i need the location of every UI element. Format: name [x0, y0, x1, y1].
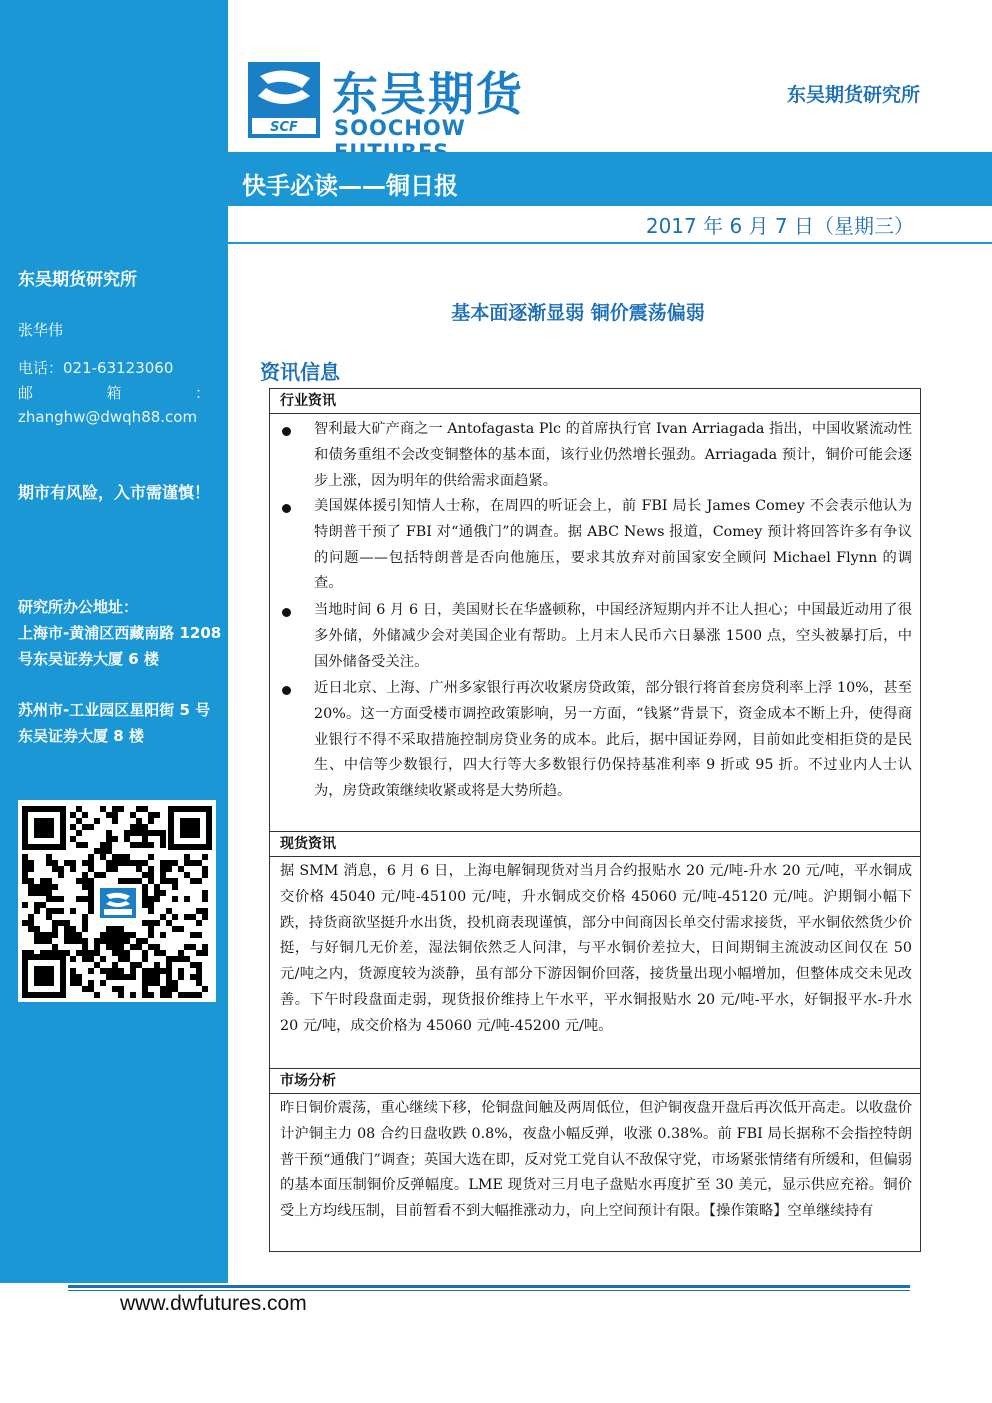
industry-item-text: 智利最大矿产商之一 Antofagasta Plc 的首席执行官 Ivan Arriagada 指出，中国收紧流动性和债务重组不会改变铜整体的基本面，该行业仍然增长强劲。Arriagada 预计，铜价可能会逐步上涨，因为明年的供给需求面趋紧。 — [314, 421, 912, 489]
footer-url[interactable]: www.dwfutures.com — [120, 1292, 307, 1315]
mail-label — [18, 382, 210, 403]
headline: 基本面逐渐显弱 铜价震荡偏弱 — [451, 302, 705, 324]
analyst-phone: 电话：021-63123060 — [18, 359, 174, 377]
analyst-name: 张华伟 — [18, 321, 64, 339]
mail-label-char: 箱 — [106, 384, 122, 402]
header-institute: 东吴期货研究所 — [786, 84, 920, 106]
company-logo — [248, 58, 588, 144]
logo-mark-text: SCF — [270, 120, 298, 135]
footer-divider — [68, 1290, 910, 1291]
industry-item-text: 近日北京、上海、广州多家银行再次收紧房贷政策，部分银行将首套房贷利率上浮 10%，甚至 20%。这一方面受楼市调控政策影响，另一方面，“钱紧”背景下，资金成本不断上升，使得商业银行不得不采取措施控制房贷业务的成本。此后，据中国证券网，目前如此变相拒贷的是民生、中信等少数银行，四大行等大多数银行仍保持基准利率 9 折或 95 折。不过业内人士认为，房贷政策继续收紧或将是大势所趋。 — [314, 680, 912, 800]
report-title: 快手必读——铜日报 — [242, 172, 458, 200]
bullet-icon — [282, 686, 291, 695]
qr-code — [18, 800, 216, 1002]
industry-news-header: 行业资讯 — [270, 389, 920, 414]
mail-label-char: 邮 — [18, 384, 34, 402]
report-date: 2017 年 6 月 7 日（星期三） — [645, 214, 914, 238]
bullet-icon — [282, 608, 291, 617]
spot-news-header: 现货资讯 — [270, 832, 920, 857]
report-title-bar — [228, 152, 992, 206]
scf-logo-icon — [248, 62, 320, 138]
scf-logo-icon — [100, 888, 136, 918]
qr-center-logo — [98, 886, 138, 920]
logo-en: SOOCHOW — [334, 116, 466, 140]
analyst-email[interactable]: zhanghw@dwqh88.com — [18, 408, 198, 426]
section-heading: 资讯信息 — [260, 360, 340, 384]
market-analysis-text: 昨日铜价震荡，重心继续下移，伦铜盘间触及两周低位，但沪铜夜盘开盘后再次低开高走。以收盘价计沪铜主力 08 合约日盘收跌 0.8%，夜盘小幅反弹，收涨 0.38%。前 FBI 局长据称不会指控特朗普干预“通俄门”调查；英国大选在即，反对党工党自认不敌保守党，市场紧张情绪有所缓和，但偏弱的基本面压制铜价反弹幅度。LME 现货对三月电子盘贴水再度扩至 30 美元，显示供应充裕。铜价受上方均线压制，目前暂看不到大幅推涨动力，向上空间预计有限。【操作策略】空单继续持有 — [280, 1100, 912, 1220]
market-analysis-header: 市场分析 — [270, 1069, 920, 1094]
industry-item-text: 美国媒体援引知情人士称，在周四的听证会上，前 FBI 局长 James Comey 不会表示他认为特朗普干预了 FBI 对“通俄门”的调查。据 ABC News 报道，Comey 预计将回答许多有争议的问题——包括特朗普是否向他施压，要求其放弃对前国家安全顾问 Michael Flynn 的调查。 — [314, 498, 912, 592]
risk-notice: 期市有风险，入市需谨慎！ — [18, 483, 211, 502]
address-shanghai: 上海市-黄浦区西藏南路 1208 号东吴证券大厦 6 楼 — [18, 624, 222, 668]
bullet-icon — [282, 504, 291, 513]
bullet-icon — [282, 427, 291, 436]
logo-cn: 东吴期货 — [332, 67, 524, 121]
sidebar — [0, 0, 228, 1283]
industry-item-text: 当地时间 6 月 6 日，美国财长在华盛顿称，中国经济短期内并不让人担心；中国最近动用了很多外储，外储减少会对美国企业有帮助。上月末人民币六日暴涨 1500 点，空头被暴打后，中国外储备受关注。 — [314, 602, 912, 670]
spot-news-text: 据 SMM 消息，6 月 6 日，上海电解铜现货对当月合约报贴水 20 元/吨-升水 20 元/吨，平水铜成交价格 45040 元/吨-45100 元/吨，升水铜成交价格 45060 元/吨-45120 元/吨。沪期铜小幅下跌，持货商欲坚挺升水出货，投机商表现谨慎，部分中间商因长单交付需求接货，平水铜依然货少价挺，与好铜几无价差，湿法铜依然乏人问津，与平水铜价差拉大，日间期铜主流波动区间仅在 50 元/吨之内，货源度较为淡静，虽有部分下游因铜价回落，接货量出现小幅增加，但整体成交未见改善。下午时段盘面走弱，现货报价维持上午水平，平水铜报贴水 20 元/吨-平水，好铜报平水-升水 20 元/吨，成交价格为 45060 元/吨-45200 元/吨。 — [280, 863, 912, 1034]
news-table — [269, 388, 921, 1252]
mail-label-char: ： — [194, 384, 210, 402]
address-suzhou: 苏州市-工业园区星阳街 5 号东吴证券大厦 8 楼 — [18, 701, 211, 745]
sidebar-org: 东吴期货研究所 — [18, 270, 137, 290]
footer-divider — [68, 1285, 910, 1288]
address-title: 研究所办公地址： — [18, 598, 139, 616]
divider — [228, 242, 992, 244]
